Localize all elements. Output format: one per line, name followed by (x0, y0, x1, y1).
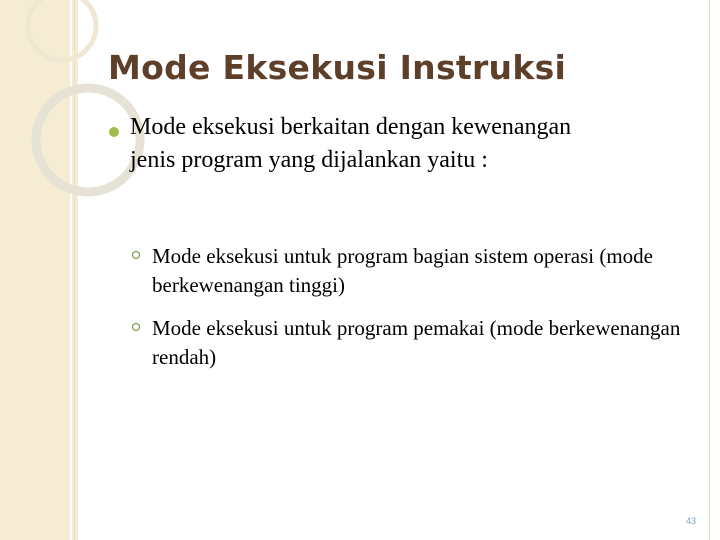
slide-title: Mode Eksekusi Instruksi (108, 48, 567, 87)
sub-bullet-circle-icon (132, 251, 140, 259)
sub-bullet-circle-icon (132, 323, 140, 331)
deco-ring-small (28, 0, 96, 60)
bullet-dot-icon (109, 127, 119, 137)
sub-bullet-text: Mode eksekusi untuk program pemakai (mode berkewenangan rendah) (152, 316, 681, 369)
bullet-text: Mode eksekusi berkaitan dengan kewenangan jenis program yang dijalankan yaitu : (130, 114, 572, 173)
deco-ring-large (36, 88, 140, 192)
page-number: 43 (686, 516, 697, 526)
sub-bullet-text: Mode eksekusi untuk program bagian sistem operasi (mode berkewenangan tinggi) (152, 244, 653, 297)
